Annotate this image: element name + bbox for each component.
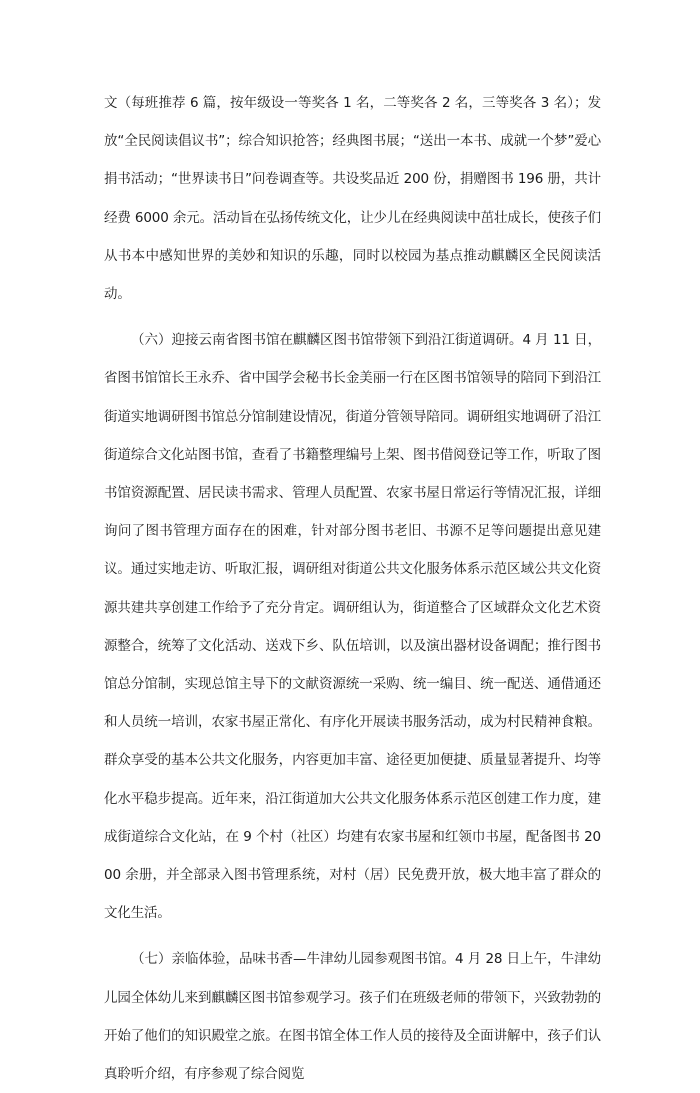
document-body <box>104 84 601 1093</box>
paragraph-section-7: （七）亲临体验，品味书香—牛津幼儿园参观图书馆。4 月 28 日上午，牛津幼儿园全体幼儿来到麒麟区图书馆参观学习。孩子们在班级老师的带领下，兴致勃勃的开始了他们的知识殿堂之旅。在图书馆全体工作人员的接待及全面讲解中，孩子们认真聆听介绍，有序参观了综合阅览 <box>104 951 601 1083</box>
paragraph-section-6: （六）迎接云南省图书馆在麒麟区图书馆带领下到沿江街道调研。4 月 11 日，省图书馆馆长王永乔、省中国学会秘书长金美丽一行在区图书馆领导的陪同下到沿江街道实地调研图书馆总分馆制建设情况，街道分管领导陪同。调研组实地调研了沿江街道综合文化站图书馆，查看了书籍整理编号上架、图书借阅登记等工作，听取了图书馆资源配置、居民读书需求、管理人员配置、农家书屋日常运行等情况汇报，详细询问了图书管理方面存在的困难，针对部分图书老旧、书源不足等问题提出意见建议。通过实地走访、听取汇报，调研组对街道公共文化服务体系示范区域公共文化资源共建共享创建工作给予了充分肯定。调研组认为，街道整合了区域群众文化艺术资源整合，统筹了文化活动、送戏下乡、队伍培训，以及演出器材设备调配；推行图书馆总分馆制，实现总馆主导下的文献资源统一采购、统一编目、统一配送、通借通还和人员统一培训，农家书屋正常化、有序化开展读书服务活动，成为村民精神食粮。群众享受的基本公共文化服务，内容更加丰富、途径更加便捷、质量显著提升、均等化水平稳步提高。近年来，沿江街道加大公共文化服务体系示范区创建工作力度，建成街道综合文化站，在 9 个村（社区）均建有农家书屋和红领巾书屋，配备图书 2000 余册，并全部录入图书管理系统，对村（居）民免费开放，极大地丰富了群众的文化生活。 <box>104 332 601 922</box>
paragraph-continuation: 文（每班推荐 6 篇，按年级设一等奖各 1 名，二等奖各 2 名，三等奖各 3 名）；发放“全民阅读倡议书”；综合知识抢答；经典图书展；“送出一本书、成就一个梦”爱心捐书活动；“世界读书日”问卷调查等。共设奖品近 200 份，捐赠图书 196 册，共计经费 6000 余元。活动旨在弘扬传统文化，让少儿在经典阅读中茁壮成长，使孩子们从书本中感知世界的美妙和知识的乐趣，同时以校园为基点推动麒麟区全民阅读活动。 <box>104 95 601 303</box>
